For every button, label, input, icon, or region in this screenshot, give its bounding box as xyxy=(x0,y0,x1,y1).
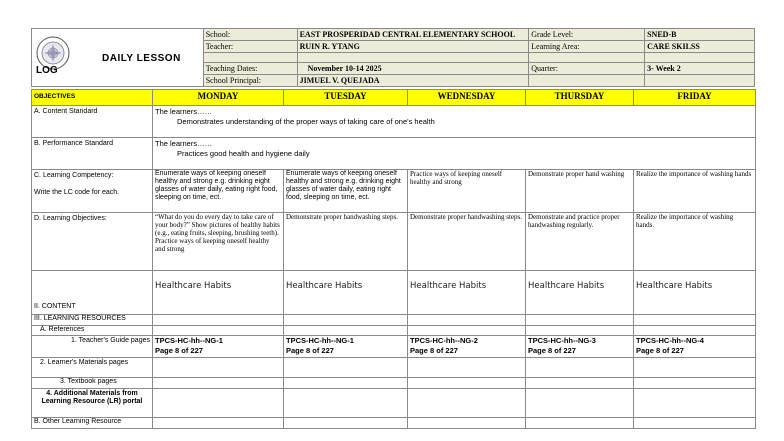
dates-label: Teaching Dates: xyxy=(203,63,297,75)
empty-cell xyxy=(526,326,634,336)
tg-page: Page 8 of 227 xyxy=(410,346,458,355)
objective-tuesday: Demonstrate proper handwashing steps. xyxy=(284,213,408,271)
empty-cell xyxy=(153,389,284,418)
grade-label: Grade Level: xyxy=(529,29,645,41)
spacer-cell xyxy=(645,75,755,87)
textbook-label: 3. Textbook pages xyxy=(32,378,153,389)
empty-cell xyxy=(284,315,408,326)
empty-cell xyxy=(634,389,756,418)
empty-cell xyxy=(153,315,284,326)
empty-cell xyxy=(408,418,526,429)
tg-page: Page 8 of 227 xyxy=(286,346,334,355)
tg-friday xyxy=(634,336,756,358)
empty-cell xyxy=(526,378,634,389)
logo-text: LOG xyxy=(36,65,58,76)
performance-standard-cell xyxy=(153,138,756,170)
empty-cell xyxy=(284,358,408,378)
content-friday: Healthcare Habits xyxy=(634,271,756,315)
empty-cell xyxy=(526,418,634,429)
empty-cell xyxy=(408,326,526,336)
spacer-cell xyxy=(529,75,645,87)
empty-cell xyxy=(284,389,408,418)
performance-standard-label: B. Performance Standard xyxy=(32,138,153,170)
tg-code: TPCS-HC-hh--NG-2 xyxy=(410,336,478,345)
quarter-label: Quarter: xyxy=(529,63,645,75)
empty-cell xyxy=(408,315,526,326)
competency-label: C. Learning Competency: xyxy=(34,172,114,179)
empty-cell xyxy=(153,358,284,378)
performance-standard-text: Practices good health and hygiene daily xyxy=(177,149,310,158)
tg-page: Page 8 of 227 xyxy=(528,346,576,355)
content-monday: Healthcare Habits xyxy=(153,271,284,315)
empty-cell xyxy=(634,315,756,326)
grade-value: SNED-B xyxy=(645,29,755,41)
empty-cell xyxy=(526,315,634,326)
day-tuesday: TUESDAY xyxy=(284,90,408,106)
quarter-value: 3- Week 2 xyxy=(645,63,755,75)
competency-wednesday: Practice ways of keeping oneself healthy and strong xyxy=(408,170,526,213)
header-table xyxy=(31,28,755,87)
spacer-cell xyxy=(529,53,645,63)
tg-tuesday xyxy=(284,336,408,358)
content-wednesday: Healthcare Habits xyxy=(408,271,526,315)
principal-value: JIMUEL V. QUEJADA xyxy=(297,75,529,87)
logo-cell xyxy=(32,29,204,87)
tg-code: TPCS-HC-hh--NG-3 xyxy=(528,336,596,345)
competency-monday: Enumerate ways of keeping oneself healthy and strong e.g. drinking eight glasses of water daily, eating right food, sleeping on time, ect. xyxy=(153,170,284,213)
competency-sub: Write the LC code for each. xyxy=(34,189,120,196)
day-wednesday: WEDNESDAY xyxy=(408,90,526,106)
tg-thursday xyxy=(526,336,634,358)
empty-cell xyxy=(634,326,756,336)
area-label: Learning Area: xyxy=(529,41,645,53)
additional-materials-label: 4. Additional Materials from Learning Resource (LR) portal xyxy=(32,389,153,418)
empty-cell xyxy=(408,378,526,389)
competency-tuesday: Enumerate ways of keeping oneself healthy and strong e.g. drinking eight glasses of water daily, eating right food, sleeping on time, ect. xyxy=(284,170,408,213)
empty-cell xyxy=(408,389,526,418)
lesson-table xyxy=(31,89,756,429)
area-value: CARE SKILSS xyxy=(645,41,755,53)
empty-cell xyxy=(153,418,284,429)
references-label: A. References xyxy=(32,326,153,336)
empty-cell xyxy=(526,358,634,378)
empty-cell xyxy=(634,358,756,378)
dates-value: November 10-14 2025 xyxy=(297,63,529,75)
learners-materials-label: 2. Learner's Materials pages xyxy=(32,358,153,378)
tg-wednesday xyxy=(408,336,526,358)
empty-cell xyxy=(408,358,526,378)
tg-code: TPCS-HC-hh--NG-4 xyxy=(636,336,704,345)
school-value: EAST PROSPERIDAD CENTRAL ELEMENTARY SCHOOL xyxy=(297,29,529,41)
competency-friday: Realize the importance of washing hands xyxy=(634,170,756,213)
day-monday: MONDAY xyxy=(153,90,284,106)
objective-friday: Realize the importance of washing hands. xyxy=(634,213,756,271)
content-standard-cell xyxy=(153,106,756,138)
objectives-label: D. Learning Objectives: xyxy=(32,213,153,271)
teacher-label: Teacher: xyxy=(203,41,297,53)
tg-code: TPCS-HC-hh--NG-1 xyxy=(286,336,354,345)
spacer-cell xyxy=(297,53,529,63)
competency-label-cell xyxy=(32,170,153,213)
content-tuesday: Healthcare Habits xyxy=(284,271,408,315)
empty-cell xyxy=(284,418,408,429)
objective-thursday: Demonstrate and practice proper handwashing regularly. xyxy=(526,213,634,271)
content-standard-lead: The learners…… xyxy=(155,107,213,116)
resources-label: III. LEARNING RESOURCES xyxy=(32,315,153,326)
performance-standard-lead: The learners…… xyxy=(155,139,213,148)
principal-label: School Principal: xyxy=(203,75,297,87)
day-thursday: THURSDAY xyxy=(526,90,634,106)
content-standard-text: Demonstrates understanding of the proper ways of taking care of one's health xyxy=(177,117,435,126)
empty-cell xyxy=(526,389,634,418)
empty-cell xyxy=(153,326,284,336)
teacher-value: RUIN R. YTANG xyxy=(297,41,529,53)
tg-page: Page 8 of 227 xyxy=(155,346,203,355)
tg-code: TPCS-HC-hh--NG-1 xyxy=(155,336,223,345)
empty-cell xyxy=(634,378,756,389)
spacer-cell xyxy=(203,53,297,63)
empty-cell xyxy=(284,378,408,389)
objectives-header: OBJECTIVES xyxy=(32,90,153,106)
content-thursday: Healthcare Habits xyxy=(526,271,634,315)
content-standard-label: A. Content Standard xyxy=(32,106,153,138)
objective-monday: “What do you do every day to take care of your body?” Show pictures of healthy habits (e.g., eating fruits, sleeping, brushing teeth). Practice ways of keeping oneself healthy and strong xyxy=(153,213,284,271)
tg-monday xyxy=(153,336,284,358)
school-label: School: xyxy=(203,29,297,41)
empty-cell xyxy=(153,378,284,389)
tg-page: Page 8 of 227 xyxy=(636,346,684,355)
empty-cell xyxy=(284,326,408,336)
content-label: II. CONTENT xyxy=(32,271,153,315)
empty-cell xyxy=(634,418,756,429)
page-title: DAILY LESSON xyxy=(102,53,181,64)
objective-wednesday: Demonstrate proper handwashing steps. xyxy=(408,213,526,271)
day-friday: FRIDAY xyxy=(634,90,756,106)
teachers-guide-label: 1. Teacher's Guide pages xyxy=(32,336,153,358)
spacer-cell xyxy=(645,53,755,63)
other-resources-label: B. Other Learning Resource xyxy=(32,418,153,429)
competency-thursday: Demonstrate proper hand washing xyxy=(526,170,634,213)
